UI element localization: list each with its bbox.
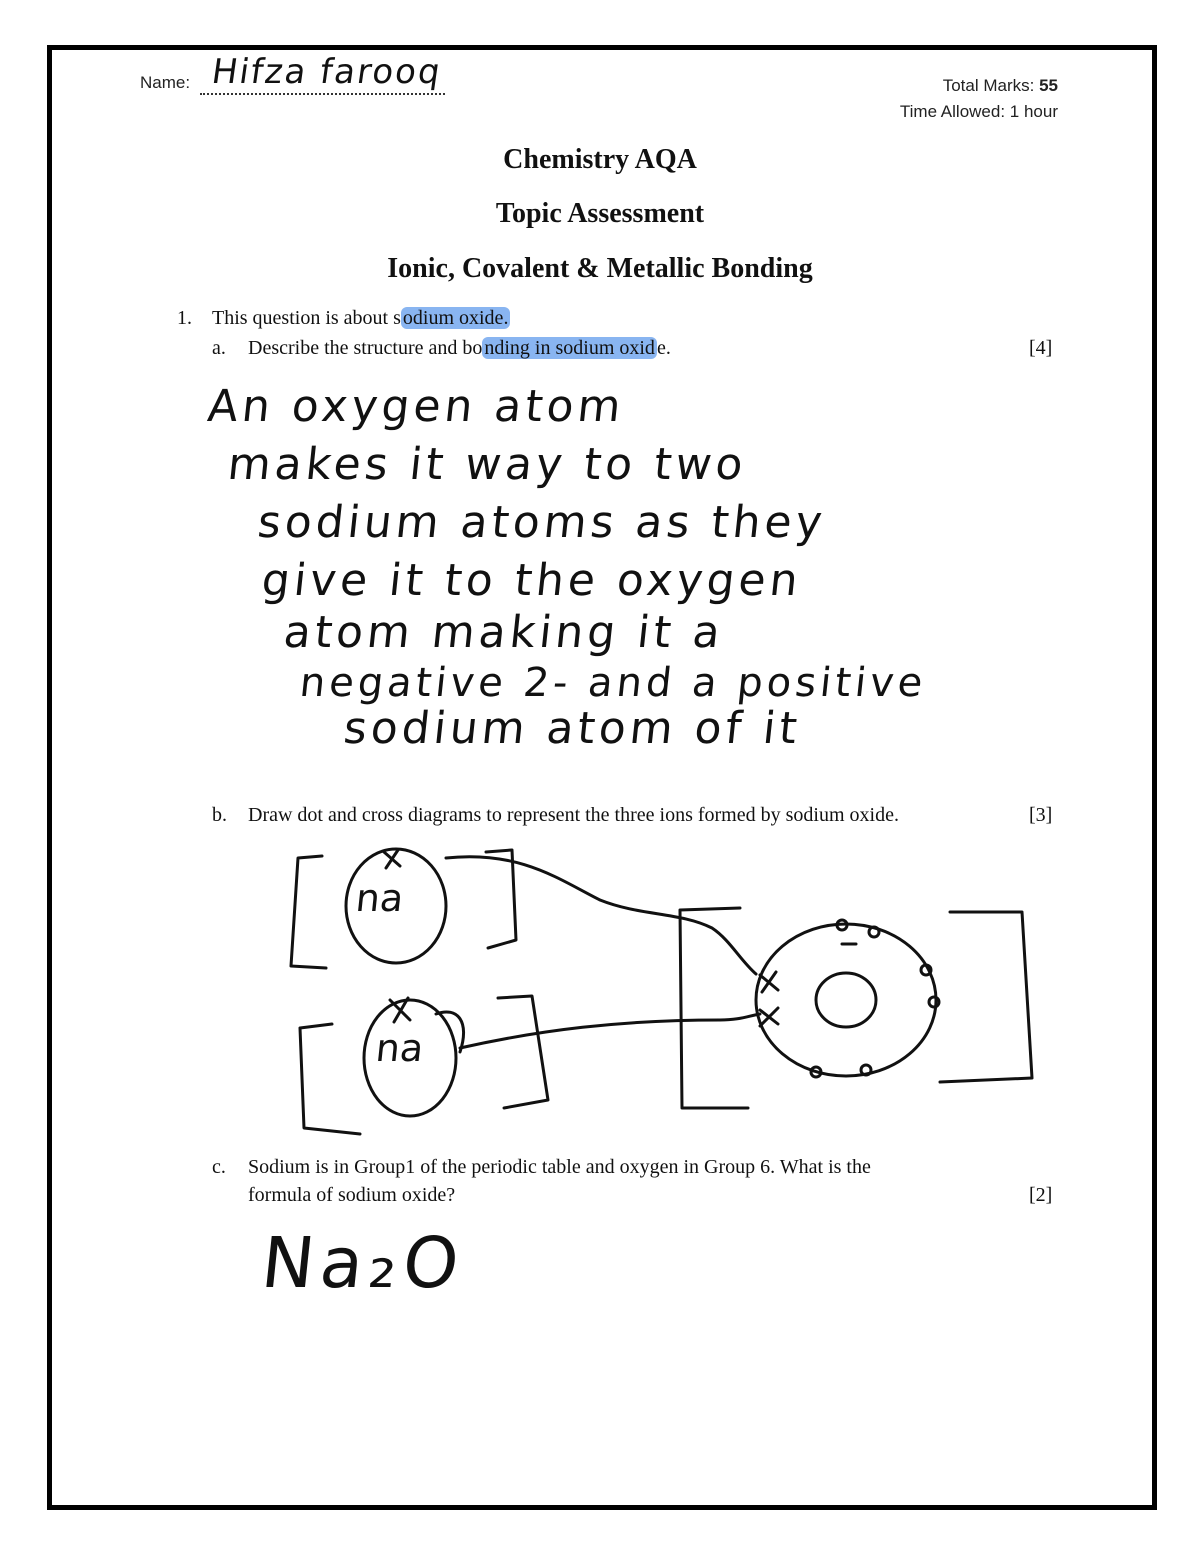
answer-line: sodium atoms as they bbox=[255, 497, 829, 548]
question-intro: This question is about s odium oxide. bbox=[212, 307, 509, 329]
transfer-arrow bbox=[446, 857, 756, 974]
answer-line: An oxygen atom bbox=[205, 381, 628, 432]
part-b-question: Draw dot and cross diagrams to represent the three ions formed by sodium oxide. bbox=[248, 804, 899, 826]
name-handwritten: Hifza farooq bbox=[209, 52, 445, 92]
subject-title: Chemistry AQA bbox=[503, 144, 697, 175]
answer-line: give it to the oxygen bbox=[259, 555, 805, 606]
diagram-label-na: na bbox=[373, 1026, 426, 1070]
highlight: nding in sodium oxid bbox=[484, 337, 655, 359]
part-c-marks: [2] bbox=[1029, 1184, 1053, 1206]
diagram-label-na: na bbox=[353, 876, 406, 920]
assessment-title: Topic Assessment bbox=[495, 198, 705, 229]
dot bbox=[861, 1065, 871, 1075]
part-b-label: b. bbox=[212, 804, 227, 826]
bracket-right bbox=[940, 912, 1032, 1082]
answer-line: negative 2- and a positive bbox=[297, 660, 929, 706]
part-c-answer: Na₂O bbox=[257, 1222, 469, 1304]
answer-line: sodium atom of it bbox=[341, 703, 804, 754]
dot bbox=[929, 997, 939, 1007]
answer-line: atom making it a bbox=[281, 607, 727, 658]
part-a-question: Describe the structure and bo nding in sodium oxid e. bbox=[248, 337, 671, 359]
part-c-question-line1: Sodium is in Group1 of the periodic table and oxygen in Group 6. What is the bbox=[248, 1156, 871, 1178]
dot bbox=[921, 965, 931, 975]
part-a-marks: [4] bbox=[1029, 337, 1053, 359]
answer-line: makes it way to two bbox=[225, 439, 750, 490]
bracket-left bbox=[291, 856, 326, 968]
bracket-right bbox=[498, 996, 548, 1108]
part-b-marks: [3] bbox=[1029, 804, 1053, 826]
time-allowed: Time Allowed: 1 hour bbox=[899, 102, 1058, 121]
name-label: Name: bbox=[140, 73, 191, 92]
part-a-label: a. bbox=[212, 337, 226, 359]
bracket-left bbox=[300, 1024, 360, 1134]
cross bbox=[760, 972, 778, 1026]
topic-title: Ionic, Covalent & Metallic Bonding bbox=[387, 253, 813, 284]
total-marks: Total Marks: 55 bbox=[942, 76, 1058, 95]
question-number: 1. bbox=[177, 307, 192, 329]
bracket-left bbox=[680, 908, 748, 1108]
transfer-arrow bbox=[460, 1014, 760, 1048]
bracket-right bbox=[486, 850, 516, 948]
cross bbox=[384, 850, 400, 868]
oxygen-shell bbox=[756, 924, 936, 1076]
highlight: odium oxide. bbox=[402, 307, 509, 329]
part-c-question-line2: formula of sodium oxide? bbox=[248, 1184, 456, 1206]
oxygen-nucleus bbox=[816, 973, 876, 1027]
part-c-label: c. bbox=[212, 1156, 226, 1178]
dot bbox=[869, 927, 879, 937]
